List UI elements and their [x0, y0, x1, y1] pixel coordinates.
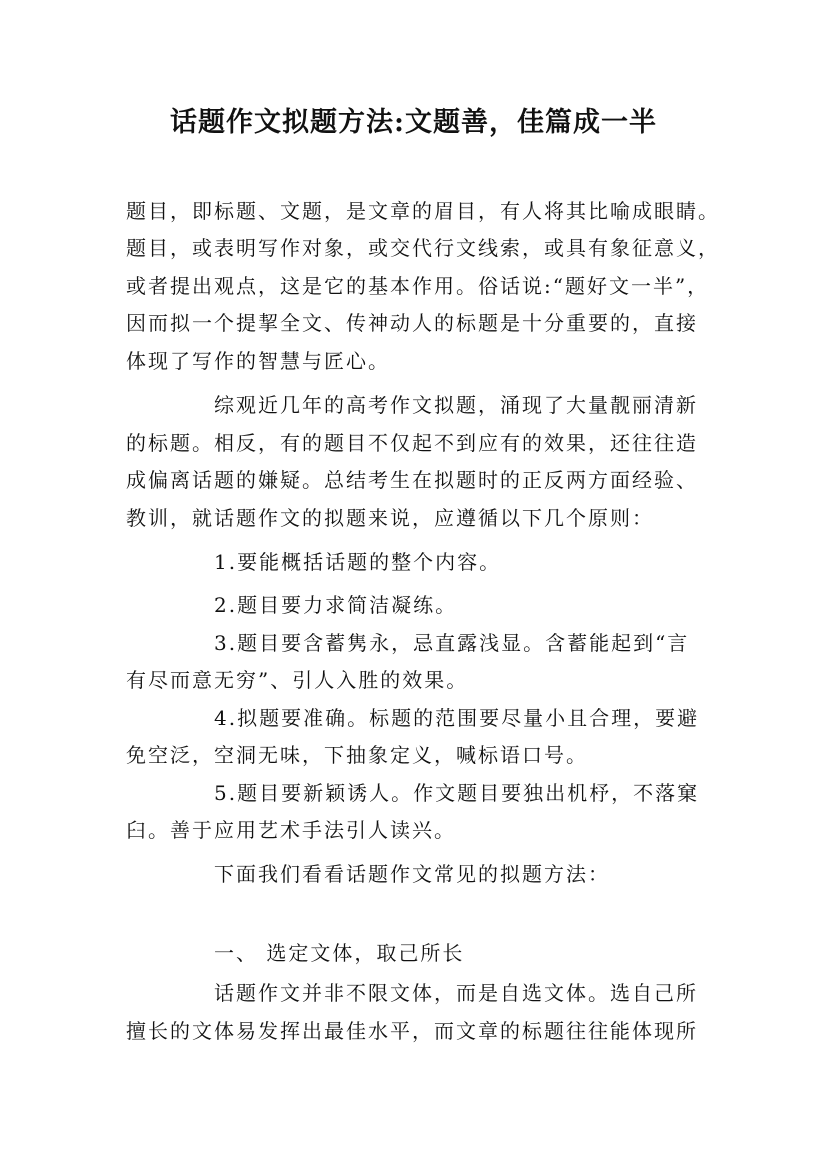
paragraph-line: 免空泛，空洞无味，下抽象定义，喊标语口号。 — [126, 743, 588, 767]
section-heading: 一、 选定文体，取己所长 — [214, 941, 465, 965]
paragraph-line: 擅长的文体易发挥出最佳水平，而文章的标题往往能体现所 — [126, 1019, 698, 1043]
list-item: 5.题目要新颖诱人。作文题目要独出机杼，不落窠 — [214, 781, 700, 805]
paragraph-line: 综观近几年的高考作文拟题，涌现了大量靓丽清新 — [214, 393, 698, 417]
paragraph-line: 题目，即标题、文题，是文章的眉目，有人将其比喻成眼睛。 — [126, 199, 720, 223]
paragraph-line: 话题作文并非不限文体，而是自选文体。选自己所 — [214, 981, 698, 1005]
paragraph-line: 臼。善于应用艺术手法引人读兴。 — [126, 818, 456, 842]
list-item: 2.题目要力求简洁凝练。 — [214, 593, 458, 617]
list-item: 3.题目要含蓄隽永，忌直露浅显。含蓄能起到“言 — [214, 631, 690, 655]
list-item: 4.拟题要准确。标题的范围要尽量小且合理，要避 — [214, 706, 700, 730]
paragraph-line: 题目，或表明写作对象，或交代行文线索，或具有象征意义， — [126, 236, 720, 260]
paragraph-line: 的标题。相反，有的题目不仅起不到应有的效果，还往往造 — [126, 431, 698, 455]
paragraph-line: 因而拟一个提挈全文、传神动人的标题是十分重要的，直接 — [126, 311, 698, 335]
paragraph-line: 教训，就话题作文的拟题来说，应遵循以下几个原则： — [126, 506, 654, 530]
list-item: 1.要能概括话题的整个内容。 — [214, 550, 502, 574]
paragraph-line: 或者提出观点，这是它的基本作用。俗话说:“题好文一半”， — [126, 274, 710, 298]
paragraph-line: 体现了写作的智慧与匠心。 — [126, 349, 390, 373]
document-title: 话题作文拟题方法:文题善，佳篇成一半 — [170, 107, 657, 138]
paragraph-line: 下面我们看看话题作文常见的拟题方法： — [214, 862, 610, 886]
paragraph-line: 有尽而意无穷”、引人入胜的效果。 — [126, 668, 469, 692]
paragraph-line: 成偏离话题的嫌疑。总结考生在拟题时的正反两方面经验、 — [126, 468, 698, 492]
